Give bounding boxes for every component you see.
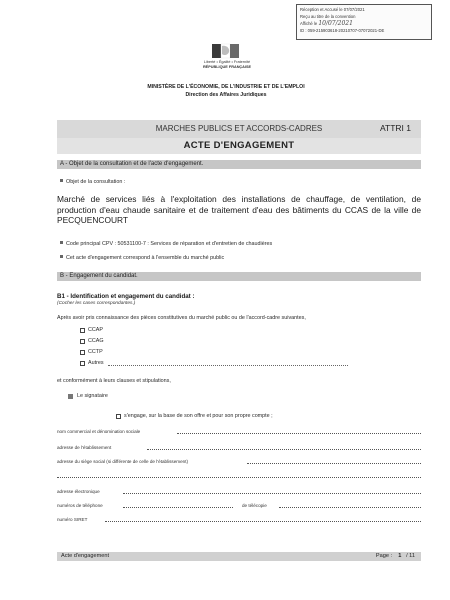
stamp-line-4: ID : 059-215903618-20210707-07072021-DE <box>300 28 385 33</box>
b1-note: (Cocher les cases correspondantes.) <box>57 301 136 306</box>
checkbox-box[interactable] <box>80 350 85 355</box>
page-number: Page : 1 / 11 <box>375 553 415 559</box>
footer-label: Acte d'engagement <box>61 553 110 559</box>
form-code: ATTRI 1 <box>379 123 411 133</box>
section-b-heading: B - Engagement du candidat. <box>57 272 421 281</box>
checkbox-autres[interactable]: Autres <box>80 359 348 367</box>
telecopie-label: de télécopie <box>242 503 267 508</box>
checkbox-engage[interactable]: s'engage, sur la base de son offre et pour son propre compte ; <box>116 412 273 420</box>
marches-heading: MARCHES PUBLICS ET ACCORDS-CADRES <box>155 124 323 133</box>
field-blank-line[interactable] <box>57 472 421 480</box>
portee-line: Cet acte d'engagement correspond à l'ensemble du marché public <box>60 254 420 262</box>
field-telephone[interactable]: numéros de téléphone de télécopie <box>57 502 421 510</box>
cpv-line: Code principal CPV : 50531100-7 : Services de réparation et d'entretien de chaudières <box>60 240 420 248</box>
stamp-line-1: Réception et Accusé le 07/07/2021 <box>300 7 365 12</box>
field-adresse-siege[interactable]: adresse du siège social (si différente de celle de l'établissement) <box>57 458 421 466</box>
conforme-line: et conformément à leurs clauses et stipulations, <box>57 378 171 384</box>
autres-dotted-line[interactable] <box>108 360 348 366</box>
field-adresse-etablissement[interactable]: adresse de l'établissement <box>57 444 421 452</box>
checkbox-box[interactable] <box>80 361 85 366</box>
bullet-icon <box>60 255 63 258</box>
checkbox-ccag[interactable]: CCAG <box>80 337 104 345</box>
logo-caption: Liberté • Égalité • Fraternité RÉPUBLIQUE FRANÇAISE <box>202 60 252 69</box>
checkbox-ccap[interactable]: CCAP <box>80 326 103 334</box>
checkbox-box[interactable] <box>116 414 121 419</box>
checkbox-box[interactable] <box>80 328 85 333</box>
page-title: ACTE D'ENGAGEMENT <box>183 140 295 151</box>
section-a-heading: A - Objet de la consultation et de l'acte d'engagement. <box>57 160 421 169</box>
checked-box-icon[interactable] <box>68 394 73 399</box>
objet-text: Marché de services liés à l'exploitation des installations de chauffage, de ventilation, de production d'eau chaude sanitaire et de traitement d'eau des bâtiments du CCAS de la ville de PECQUENCOURT <box>57 194 421 225</box>
objet-label: Objet de la consultation : <box>60 178 125 186</box>
stamp-signature: 10/07/2021 <box>318 20 353 27</box>
checkbox-cctp[interactable]: CCTP <box>80 348 103 356</box>
b1-title: B1 - Identification et engagement du candidat : <box>57 293 195 300</box>
bullet-icon <box>60 241 63 244</box>
reception-stamp <box>296 4 432 40</box>
pieces-intro: Après avoir pris connaissance des pièces constitutives du marché public ou de l'accord-cadre suivantes, <box>57 315 306 321</box>
field-siret[interactable]: numéro SIRET <box>57 516 421 524</box>
field-nom-commercial[interactable]: nom commercial et dénomination sociale <box>57 428 421 436</box>
page-footer <box>57 552 421 561</box>
field-adresse-electronique[interactable]: adresse électronique <box>57 488 421 496</box>
title-band <box>57 138 421 154</box>
header-band <box>57 120 421 138</box>
bullet-icon <box>60 179 63 182</box>
stamp-line-2: Reçu au titre de la convention <box>300 14 356 19</box>
checkbox-box[interactable] <box>80 339 85 344</box>
signataire-label: Le signataire <box>77 393 108 399</box>
ministry-heading: MINISTÈRE DE L'ÉCONOMIE, DE L'INDUSTRIE ET DE L'EMPLOI Direction des Affaires Juridiques <box>147 84 305 98</box>
stamp-line-3: Affiché le 10/07/2021 <box>300 20 353 27</box>
